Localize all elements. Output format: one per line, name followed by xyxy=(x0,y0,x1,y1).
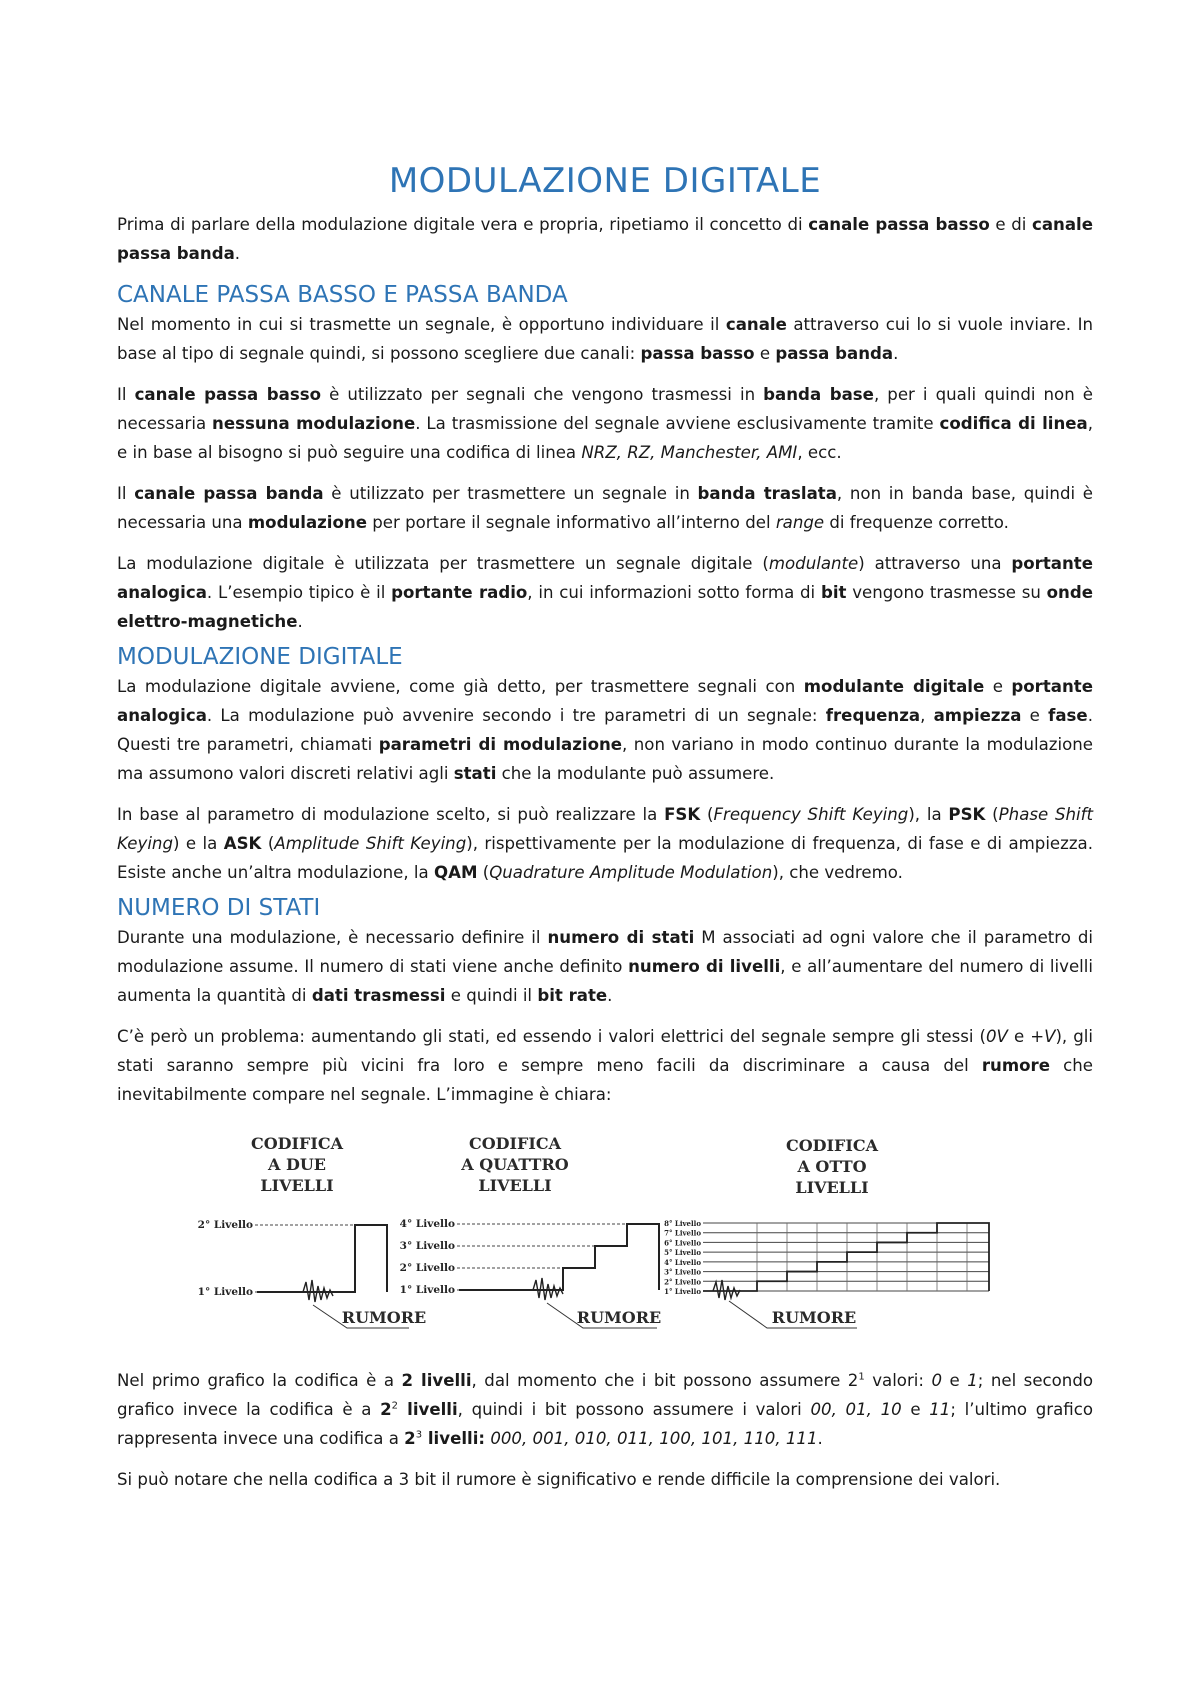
panel3-level-1: 1° Livello xyxy=(664,1287,701,1296)
paragraph-stati-2: C’è però un problema: aumentando gli stati, ed essendo i valori elettrici del segnale sempre gli stessi (0V e +V), gli stati saranno sempre più vicini fra loro e sempre meno facili da discriminare a causa del rumore che inevitabilmente compare nel segnale. L’immagine è chiara: xyxy=(117,1027,1094,1104)
panel3-level-6: 6° Livello xyxy=(664,1238,701,1248)
panel3-level-7: 7° Livello xyxy=(664,1228,701,1238)
intro-paragraph: Prima di parlare della modulazione digitale vera e propria, ripetiamo il concetto di canale passa basso e di canale passa banda. xyxy=(117,215,1093,263)
paragraph-canale-1: Nel momento in cui si trasmette un segnale, è opportuno individuare il canale attraverso cui lo si vuole inviare. In base al tipo di segnale quindi, si possono scegliere due canali: passa basso e passa banda. xyxy=(117,315,1093,363)
section-heading-canale: CANALE PASSA BASSO E PASSA BANDA xyxy=(117,282,568,308)
panel2-level-1: 1° Livello xyxy=(399,1284,455,1296)
panel1-title-line1: CODIFICA xyxy=(250,1134,344,1153)
panel2-title-line2: A QUATTRO xyxy=(461,1155,569,1174)
panel2-level-2: 2° Livello xyxy=(399,1262,455,1274)
panel2-level-3: 3° Livello xyxy=(399,1240,455,1252)
panel3-noise-label: RUMORE xyxy=(771,1308,857,1327)
document-title: MODULAZIONE DIGITALE xyxy=(388,161,822,201)
panel2-noise-label: RUMORE xyxy=(576,1308,662,1327)
levels-figure xyxy=(117,1123,1093,1348)
panel-eight-levels xyxy=(664,1136,989,1328)
panel3-level-labels xyxy=(664,1219,701,1296)
paragraph-stati-4: Si può notare che nella codifica a 3 bit il rumore è significativo e rende difficile la comprensione dei valori. xyxy=(117,1470,1001,1489)
panel1-title-line2: A DUE xyxy=(267,1155,327,1174)
panel3-level-5: 5° Livello xyxy=(664,1248,701,1258)
panel1-title-line3: LIVELLI xyxy=(260,1176,334,1195)
panel3-level-3: 3° Livello xyxy=(664,1267,701,1277)
section-heading-modulazione: MODULAZIONE DIGITALE xyxy=(117,644,403,670)
document-page xyxy=(117,160,1093,1506)
paragraph-modulazione-1: La modulazione digitale avviene, come già detto, per trasmettere segnali con modulante digitale e portante analogica. La modulazione può avvenire secondo i tre parametri di un segnale: frequenza, ampiezza e fase. Questi tre parametri, chiamati parametri di modulazione, non variano in modo continuo durante la modulazione ma assumono valori discreti relativi agli stati che la modulante può assumere. xyxy=(117,677,1093,783)
panel1-level-2: 2° Livello xyxy=(197,1219,253,1231)
section-heading-stati: NUMERO DI STATI xyxy=(117,895,321,921)
panel3-title-line3: LIVELLI xyxy=(795,1178,869,1197)
paragraph-stati-3: Nel primo grafico la codifica è a 2 livelli, dal momento che i bit possono assumere $2^1$ valori: 0 e 1; nel secondo grafico invece la codifica è a $2^2$ livelli, quindi i bit possono assumere i valori 00, 01, 10 e 11; l’ultimo grafico rappresenta invece una codifica a $2^3$ livelli: 000, 001, 010, 011, 100, 101, 110, 111. xyxy=(117,1371,1094,1448)
panel1-noise-label: RUMORE xyxy=(341,1308,427,1327)
paragraph-stati-1: Durante una modulazione, è necessario definire il numero di stati M associati ad ogni valore che il parametro di modulazione assume. Il numero di stati viene anche definito numero di livelli, e all’aumentare del numero di livelli aumenta la quantità di dati trasmessi e quindi il bit rate. xyxy=(117,928,1093,1005)
panel3-title-line1: CODIFICA xyxy=(785,1136,879,1155)
panel3-level-4: 4° Livello xyxy=(664,1257,701,1267)
panel2-level-4: 4° Livello xyxy=(399,1218,455,1230)
paragraph-modulazione-2: In base al parametro di modulazione scelto, si può realizzare la FSK (Frequency Shift Keying), la PSK (Phase Shift Keying) e la ASK (Amplitude Shift Keying), rispettivamente per la modulazione di frequenza, di fase e di ampiezza. Esiste anche un’altra modulazione, la QAM (Quadrature Amplitude Modulation), che vedremo. xyxy=(117,805,1094,882)
panel2-title-line3: LIVELLI xyxy=(478,1176,552,1195)
panel-two-levels xyxy=(198,1134,427,1328)
noise-icon xyxy=(713,1280,740,1300)
panel2-title-line1: CODIFICA xyxy=(468,1134,562,1153)
panel3-title-line2: A OTTO xyxy=(797,1157,867,1176)
paragraph-canale-4: La modulazione digitale è utilizzata per trasmettere un segnale digitale (modulante) attraverso una portante analogica. L’esempio tipico è il portante radio, in cui informazioni sotto forma di bit vengono trasmesse su onde elettro-magnetiche. xyxy=(117,554,1094,631)
levels-diagram xyxy=(117,1123,1093,1348)
panel3-level-2: 2° Livello xyxy=(664,1277,701,1287)
panel-four-levels xyxy=(400,1134,662,1328)
panel1-level-1: 1° Livello xyxy=(197,1286,253,1298)
panel3-level-8: 8° Livello xyxy=(664,1219,701,1228)
paragraph-canale-3: Il canale passa banda è utilizzato per trasmettere un segnale in banda traslata, non in banda base, quindi è necessaria una modulazione per portare il segnale informativo all’interno del range di frequenze corretto. xyxy=(117,484,1093,532)
paragraph-canale-2: Il canale passa basso è utilizzato per segnali che vengono trasmessi in banda base, per i quali quindi non è necessaria nessuna modulazione. La trasmissione del segnale avviene esclusivamente tramite codifica di linea, e in base al bisogno si può seguire una codifica di linea NRZ, RZ, Manchester, AMI, ecc. xyxy=(117,385,1094,462)
panel3-grid xyxy=(703,1223,989,1291)
